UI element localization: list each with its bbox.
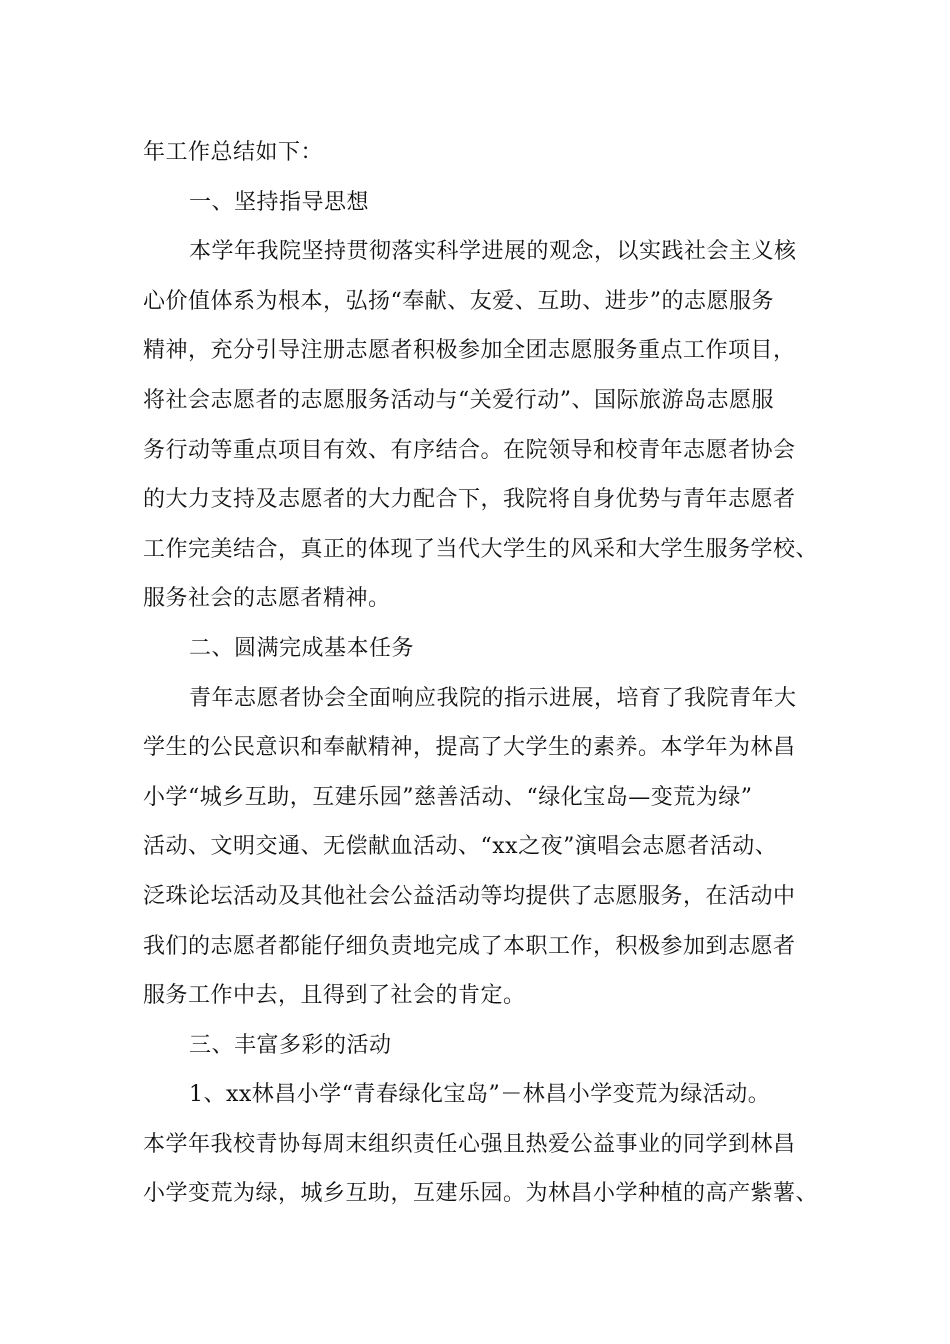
text-line: 心价值体系为根本，弘扬“奉献、友爱、互助、进步”的志愿服务 bbox=[143, 288, 774, 314]
text-line: 1、xx林昌小学“青春绿化宝岛”－林昌小学变荒为绿活动。 bbox=[189, 1082, 771, 1108]
section-heading: 三、丰富多彩的活动 bbox=[189, 1032, 392, 1058]
text-line: 年工作总结如下： bbox=[143, 140, 324, 165]
section-heading: 二、圆满完成基本任务 bbox=[189, 635, 415, 661]
text-line: 精神，充分引导注册志愿者积极参加全团志愿服务重点工作项目， bbox=[143, 338, 796, 364]
section-heading: 一、坚持指导思想 bbox=[189, 189, 370, 215]
text-line: 本学年我校青协每周末组织责任心强且热爱公益事业的同学到林昌 bbox=[143, 1131, 796, 1157]
text-line: 的大力支持及志愿者的大力配合下，我院将自身优势与青年志愿者 bbox=[143, 487, 796, 513]
text-line: 工作完美结合，真正的体现了当代大学生的风采和大学生服务学校、 bbox=[143, 536, 819, 562]
text-line: 本学年我院坚持贯彻落实科学进展的观念，以实践社会主义核 bbox=[189, 239, 797, 265]
text-line: 将社会志愿者的志愿服务活动与“关爱行动”、国际旅游岛志愿服 bbox=[143, 387, 774, 413]
text-line: 我们的志愿者都能仔细负责地完成了本职工作，积极参加到志愿者 bbox=[143, 933, 796, 959]
text-line: 活动、文明交通、无偿献血活动、“xx之夜”演唱会志愿者活动、 bbox=[143, 834, 778, 860]
text-line: 服务社会的志愿者精神。 bbox=[143, 586, 391, 612]
text-line: 泛珠论坛活动及其他社会公益活动等均提供了志愿服务，在活动中 bbox=[143, 883, 796, 909]
document-body bbox=[143, 128, 843, 1219]
text-line: 学生的公民意识和奉献精神，提高了大学生的素养。本学年为林昌 bbox=[143, 735, 796, 761]
text-line: 服务工作中去，且得到了社会的肯定。 bbox=[143, 983, 526, 1009]
text-line: 务行动等重点项目有效、有序结合。在院领导和校青年志愿者协会 bbox=[143, 437, 796, 463]
text-line: 青年志愿者协会全面响应我院的指示进展，培育了我院青年大 bbox=[189, 685, 797, 711]
text-line: 小学变荒为绿，城乡互助，互建乐园。为林昌小学种植的高产紫薯、 bbox=[143, 1181, 819, 1207]
text-line: 小学“城乡互助，互建乐园”慈善活动、“绿化宝岛—变荒为绿” bbox=[143, 784, 753, 810]
